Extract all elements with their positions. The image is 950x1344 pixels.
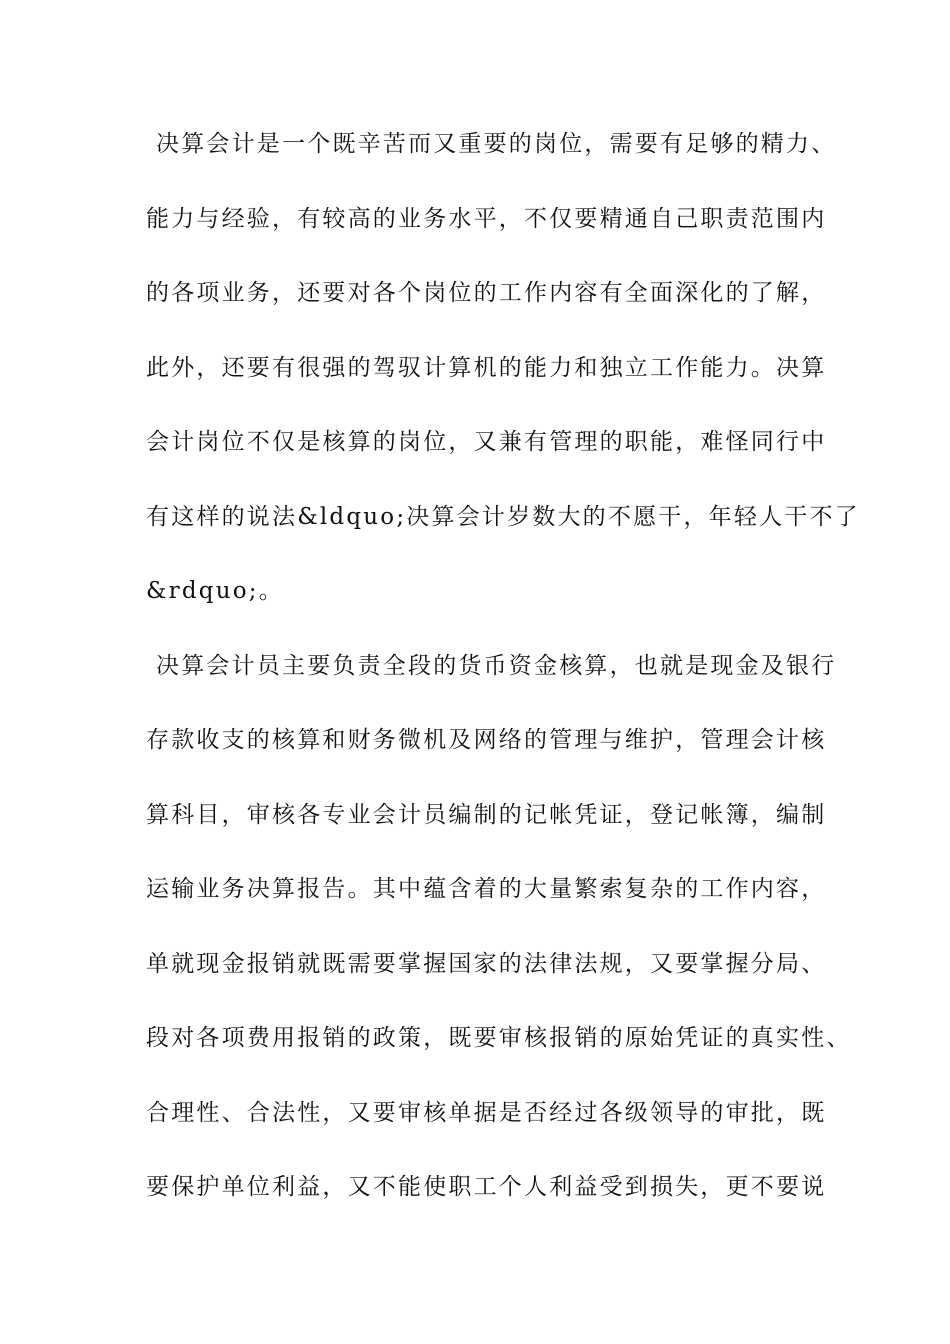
text-line: 决算会计员主要负责全段的货币资金核算，也就是现金及银行: [156, 652, 837, 679]
document-body: [146, 126, 860, 1318]
text-line: 的各项业务，还要对各个岗位的工作内容有全面深化的了解，: [146, 280, 827, 306]
text-line: 存款收支的核算和财务微机及网络的管理与维护，管理会计核: [146, 727, 827, 753]
text-line: &rdquo;。: [146, 578, 284, 604]
paragraph-1: [146, 126, 860, 610]
text-line: 算科目，审核各专业会计员编制的记帐凭证，登记帐簿，编制: [146, 801, 827, 828]
text-line: 段对各项费用报销的政策，既要审核报销的原始凭证的真实性、: [146, 1025, 852, 1051]
text-line: 决算会计是一个既辛苦而又重要的岗位，需要有足够的精力、: [156, 131, 837, 157]
text-line: 会计岗位不仅是核算的岗位，又兼有管理的职能，难怪同行中: [146, 429, 827, 455]
paragraph-2: [146, 648, 852, 1281]
text-line: 能力与经验，有较高的业务水平，不仅要精通自己职责范围内: [146, 205, 827, 232]
text-line: 运输业务决算报告。其中蕴含着的大量繁索复杂的工作内容，: [146, 876, 827, 902]
text-line: 要保护单位利益，又不能使职工个人利益受到损失，更不要说: [146, 1174, 827, 1200]
text-line: 此外，还要有很强的驾驭计算机的能力和独立工作能力。决算: [146, 354, 827, 381]
text-line: [146, 1244, 836, 1281]
text-line: 合理性、合法性，又要审核单据是否经过各级领导的审批，既: [146, 1099, 827, 1126]
text-line: 有这样的说法&ldquo;决算会计岁数大的不愿干，年轻人干不了: [146, 503, 860, 530]
text-line: 单就现金报销就既需要掌握国家的法律法规，又要掌握分局、: [146, 950, 827, 977]
